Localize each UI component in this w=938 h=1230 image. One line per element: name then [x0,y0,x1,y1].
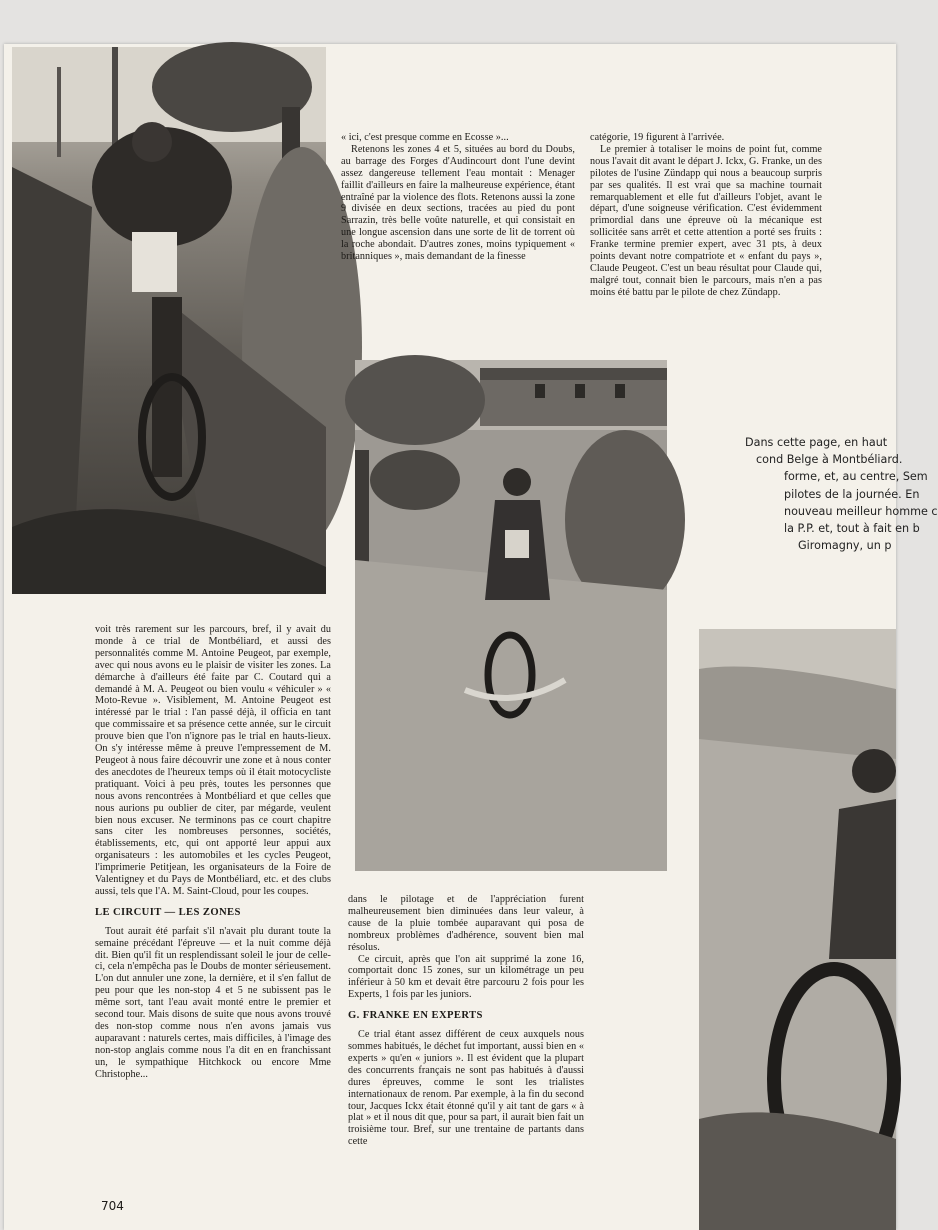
article-paragraph: « ici, c'est presque comme en Ecosse »... [341,132,509,143]
article-paragraph: Retenons les zones 4 et 5, situées au bord du Doubs, au barrage des Forges d'Audincourt dont l'une devint assez dangereuse tellement l'eau montait : Menager faillit d'ailleurs en faire la malheureuse expérience, étant entraîné par la violence des flots. Retenons aussi la zone 9 divisée en deux sections, tracées au pied du pont Sarrazin, très belle voûte naturelle, et qui consistait en une longue ascension dans une sorte de lit de torrent où la roche abondait. D'autres zones, moins typiquement « britanniques », mais demandant de la finesse [341,143,575,263]
page-number: 704 [101,1199,124,1213]
caption-line: pilotes de la journée. En [784,487,920,501]
article-paragraph: catégorie, 19 figurent à l'arrivée. [590,132,725,143]
article-column-left [95,624,331,1081]
article-paragraph: Tout aurait été parfait s'il n'avait plu durant toute la semaine précédant l'épreuve — et la nuit comme déjà dit. Bien qu'il fit un resplendissant soleil le jour de celle-ci, cela n'empêcha pas le Doubs de monter sérieusement. L'on dut annuler une zone, la dernière, et il s'en fallut de peu pour que les non-stop 4 et 5 ne subissent pas le même sort, tant l'eau avait monté entre le premier et second tour. Mais disons de suite que nous avons trouvé des non-stop comme nous n'en avons jamais vus auparavant : naturels certes, mais difficiles, à l'image des non-stop anglais comme nous l'a dit en en franchissant un, le sympathique Hitchkock ou encore Mme Christophe... [95,925,331,1080]
caption-line: nouveau meilleur homme c [784,504,938,518]
caption-line: Dans cette page, en haut [745,436,888,449]
caption-line: la P.P. et, tout à fait en b [784,522,920,536]
article-column-middle-top [341,132,575,263]
article-column-right-top [590,132,822,299]
caption-line: forme, et, au centre, Sem [784,470,928,484]
section-heading: LE CIRCUIT — LES ZONES [95,906,241,918]
article-column-middle-bottom [348,894,584,1148]
photo-rider-mud [699,629,896,1230]
caption-line: Giromagny, un p [798,539,892,553]
photo-river-crossing [355,360,667,871]
photo-rider-bank [12,47,326,594]
caption-line: cond Belge à Montbéliard. [756,453,903,467]
photo-caption [745,434,938,554]
article-paragraph: Ce circuit, après que l'on ait supprimé la zone 16, comportait donc 15 zones, sur un kilométrage un peu inférieur à 50 km et devait être parcouru 2 fois pour les Experts, 1 fois par les juniors. [348,953,584,1001]
article-paragraph: dans le pilotage et de l'appréciation furent malheureusement bien diminuées dans leur valeur, à cause de la pluie tombée auparavant qui posa de nombreux problèmes d'adhérence, souvent bien mal résolus. [348,894,584,953]
magazine-page [4,44,938,1230]
section-heading: G. FRANKE EN EXPERTS [348,1010,483,1022]
article-paragraph: voit très rarement sur les parcours, bref, il y avait du monde à ce trial de Montbéliard, et aussi des personnalités comme M. Antoine Peugeot, par exemple, avec qui nous avons eu le plaisir de visiter les zones. La démarche à d'ailleurs été faite par C. Coutard qui a demandé à M. A. Peugeot ou bien voulu « véhiculer » « Moto-Revue ». Visiblement, M. Antoine Peugeot est intéressé par le trial : l'an passé déjà, il officia en tant que commissaire et sa présence cette année, sur le circuit prouve bien que l'on n'ignore pas le trial en hauts-lieux. On s'y intéresse même à preuve l'empressement de M. Peugeot à nous faire découvrir une zone et à nous conter des anecdotes de l'heureux temps où il était motocycliste pratiquant. Voici à peu près, toutes les personnes que nous avons rencontrées à Montbéliard et que celles que nous aurions pu oublier de citer, par mégarde, veulent bien nous excuser. Ne terminons pas ce court chapitre sans citer les nombreuses personnes, sociétés, établissements, etc, qui ont apporté leur appui aux organisateurs : les automobiles et les cycles Peugeot, l'imprimerie Petitjean, les organisateurs de la Foire de Valentigney et du Pays de Montbéliard, etc. et des clubs aussi, tels que l'A. M. Saint-Cloud, pour les coupes. [95,624,331,897]
article-paragraph: Ce trial étant assez différent de ceux auxquels nous sommes habitués, le déchet fut important, aussi bien en « experts » qu'en « juniors ». Il est évident que la plupart des concurrents français ne sont pas habitués à d'aussi dures épreuves, comme le sont les trialistes internationaux de renom. Par exemple, à la fin du second tour, Jacques Ickx était étonné qu'il y ait tant de gars « à plat » et il nous dit que, pour sa part, il aurait bien fait un troisième tour. Bref, sur une trentaine de partants dans cette [348,1029,584,1148]
article-paragraph: Le premier à totaliser le moins de point fut, comme nous l'avait dit avant le départ J. Ickx, G. Franke, un des pilotes de l'usine Zündapp qui nous a beaucoup surpris par ses qualités. Il est vrai que sa machine tournait remarquablement et elle fut d'ailleurs l'objet, avant le départ, d'une soigneuse vérification. C'est évidemment primordial dans une épreuve où la mécanique est sollicitée sans arrêt et cette attention a porté ses fruits : Franke termine premier expert, avec 31 pts, à deux points devant notre compatriote et « enfant du pays », Claude Peugeot. C'est un beau résultat pour Claude qui, malgré tout, connait bien le parcours, mais n'en a pas moins été battu par le pilote de chez Zündapp. [590,143,822,298]
